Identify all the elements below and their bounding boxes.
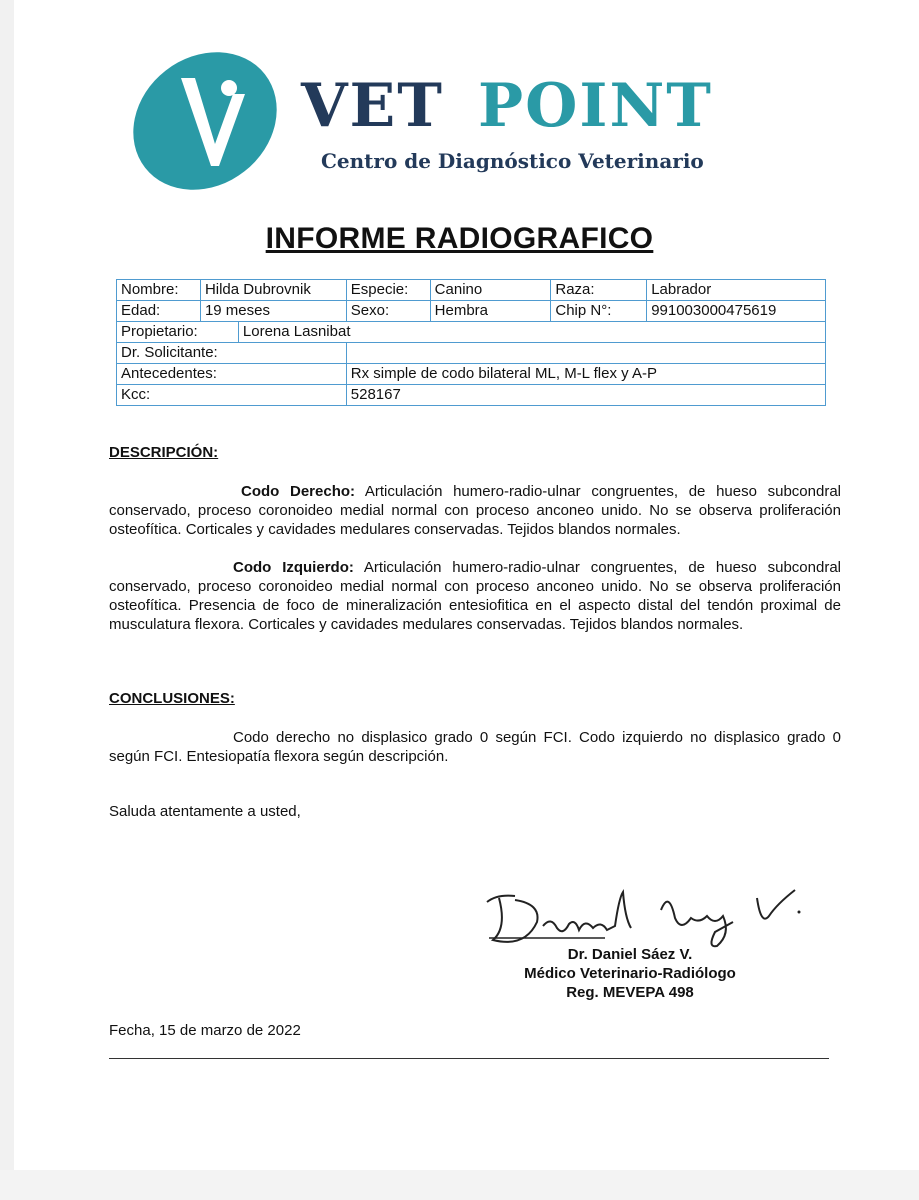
- propietario-value: Lorena Lasnibat: [238, 322, 825, 343]
- patient-info-table: [116, 279, 826, 406]
- codo-derecho-paragraph: [109, 482, 841, 539]
- codo-izquierdo-paragraph: [109, 558, 841, 634]
- kcc-label: Kcc:: [117, 385, 347, 406]
- conclusiones-text: Codo derecho no displasico grado 0 según FCI. Codo izquierdo no displasico grado 0 según FCI. Entesiopatía flexora según descripción.: [109, 729, 841, 765]
- codo-derecho-label: Codo Derecho:: [241, 483, 356, 500]
- signer-title: Médico Veterinario-Radiólogo: [524, 965, 736, 982]
- report-title: INFORME RADIOGRAFICO: [265, 222, 654, 255]
- sexo-label: Sexo:: [346, 301, 430, 322]
- codo-derecho-text: Articulación humero-radio-ulnar congruentes, de hueso subcondral conservado, proceso coronoideo medial normal con proceso anconeo unido. No se observa proliferación osteofítica. Corticales y cavidades medulares conservadas. Tejidos blandos normales.: [109, 483, 841, 538]
- conclusiones-heading: CONCLUSIONES:: [109, 690, 235, 707]
- footer-divider: [109, 1058, 829, 1059]
- logo-subtitle: Centro de Diagnóstico Veterinario: [321, 149, 704, 173]
- table-row: [117, 301, 826, 322]
- vet-point-logo: [133, 48, 733, 198]
- solicitante-value: [346, 343, 825, 364]
- page-bottom-margin: [0, 1170, 919, 1200]
- table-row: [117, 280, 826, 301]
- raza-label: Raza:: [551, 280, 647, 301]
- nombre-value: Hilda Dubrovnik: [200, 280, 346, 301]
- raza-value: Labrador: [647, 280, 826, 301]
- codo-izquierdo-text: Articulación humero-radio-ulnar congruentes, de hueso subcondral conservado, proceso coronoideo medial normal con proceso anconeo unido. No se observa proliferación osteofítica. Presencia de foco de mineralización entesiofitica en el aspecto distal del tendón proximal de musculatura flexora. Corticales y cavidades medulares conservadas. Tejidos blandos normales.: [109, 559, 842, 633]
- codo-izquierdo-label: Codo Izquierdo:: [233, 559, 354, 576]
- handwritten-signature: [485, 888, 805, 950]
- saludo: Saluda atentamente a usted,: [109, 803, 301, 820]
- logo-mark-icon: [133, 48, 283, 198]
- propietario-label: Propietario:: [117, 322, 239, 343]
- signer-name: Dr. Daniel Sáez V.: [567, 946, 693, 963]
- especie-label: Especie:: [346, 280, 430, 301]
- antecedentes-label: Antecedentes:: [117, 364, 347, 385]
- conclusiones-paragraph: [109, 728, 841, 766]
- page-edge: [0, 0, 14, 1200]
- chip-label: Chip N°:: [551, 301, 647, 322]
- table-row: [117, 364, 826, 385]
- descripcion-heading: DESCRIPCIÓN:: [109, 444, 219, 461]
- table-row: [117, 343, 826, 364]
- table-row: [117, 322, 826, 343]
- logo-word-point: POINT: [478, 71, 713, 141]
- nombre-label: Nombre:: [117, 280, 201, 301]
- chip-value: 991003000475619: [647, 301, 826, 322]
- table-row: [117, 385, 826, 406]
- kcc-value: 528167: [346, 385, 825, 406]
- signer-registration: Reg. MEVEPA 498: [566, 984, 694, 1001]
- edad-label: Edad:: [117, 301, 201, 322]
- logo-word-vet: VET: [301, 71, 444, 141]
- edad-value: 19 meses: [200, 301, 346, 322]
- sexo-value: Hembra: [430, 301, 551, 322]
- antecedentes-value: Rx simple de codo bilateral ML, M-L flex y A-P: [346, 364, 825, 385]
- report-date: Fecha, 15 de marzo de 2022: [109, 1022, 301, 1039]
- solicitante-label: Dr. Solicitante:: [117, 343, 347, 364]
- especie-value: Canino: [430, 280, 551, 301]
